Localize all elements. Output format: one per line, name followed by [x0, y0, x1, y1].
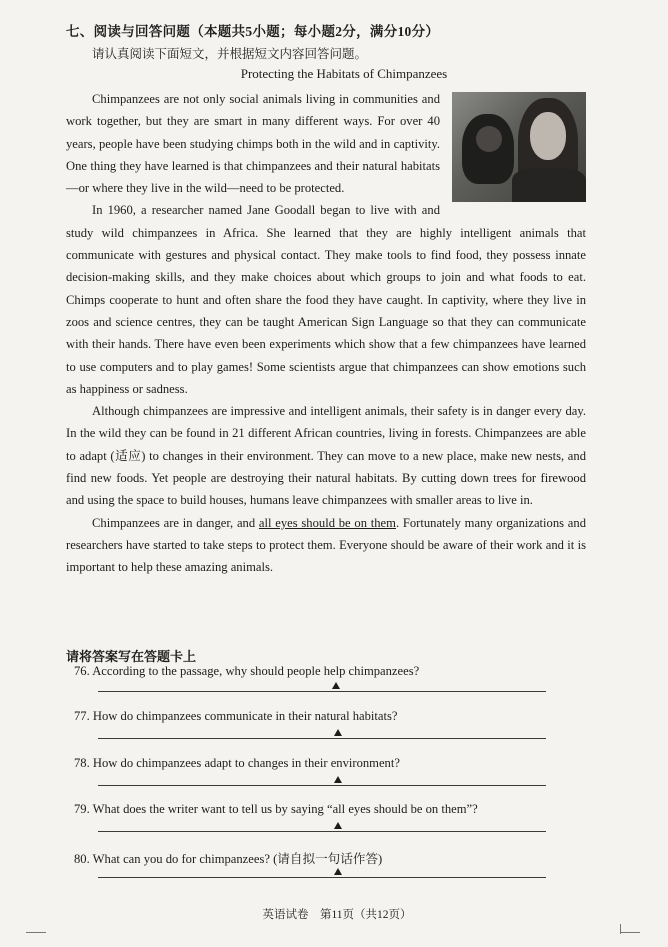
- answer-line-79: [98, 831, 546, 832]
- crop-mark-right-vertical: [620, 924, 621, 934]
- underlined-phrase: all eyes should be on them: [258, 515, 396, 530]
- paragraph-2: In 1960, a researcher named Jane Goodall began to live with and study wild chimpanzees in Africa. She learned that they are highly intelligent animals that communicate with gestures and physical contact. They make tools to find food, they possess innate decision-making skills, and they make choices about which groups to join and what foods to eat. Chimps cooperate to hunt and often share the food they have caught. In captivity, where they live in zoos and science centres, they can be taught American Sign Language so that they can communicate with their hands. There have even been experiments which show that a few chimpanzees have learned to use computers and to play games! Some scientists argue that chimpanzees can show emotions such as happiness or sadness.: [66, 203, 586, 396]
- section-heading: 七、阅读与回答问题（本题共5小题；每小题2分，满分10分）: [66, 24, 440, 39]
- section-instruction: 请认真阅读下面短文，并根据短文内容回答问题。: [92, 47, 368, 61]
- question-80: 80. What can you do for chimpanzees? (请自拟一句话作答): [74, 852, 383, 866]
- answer-line-80: [98, 877, 546, 878]
- paragraph-4-start: Chimpanzees are in danger, and: [92, 515, 259, 530]
- chimpanzee-photo: [452, 92, 586, 202]
- answer-mark-78: [334, 776, 342, 783]
- answer-mark-80: [334, 868, 342, 875]
- article-title: Protecting the Habitats of Chimpanzees: [240, 66, 448, 81]
- paragraph-1: Chimpanzees are not only social animals living in communities and work together, but they are smart in many different ways. For over 40 years, people have been studying chimps both in the wild and in captivity. One thing they have learned is that chimpanzees and their natural habitats—or where they live in the wild—need to be protected.: [66, 92, 440, 196]
- answer-mark-77: [334, 729, 342, 736]
- paragraph-4-end: . Fortunately many organizations and researchers have started to take steps to protect them. Everyone should be aware of their work and it is important to help these amazing animals.: [66, 515, 586, 575]
- crop-mark-left: [26, 932, 46, 933]
- question-77: 77. How do chimpanzees communicate in their natural habitats?: [74, 709, 398, 723]
- woman-face: [530, 112, 566, 160]
- answer-mark-76: [332, 682, 340, 689]
- chimpanzee-face: [476, 126, 502, 152]
- question-76: 76. According to the passage, why should people help chimpanzees?: [74, 664, 420, 678]
- article-body: [66, 88, 586, 579]
- crop-mark-right: [620, 932, 640, 933]
- answer-line-77: [98, 738, 546, 739]
- answer-mark-79: [334, 822, 342, 829]
- answer-line-78: [98, 785, 546, 786]
- paragraph-4: [66, 512, 586, 579]
- paragraph-3: Although chimpanzees are impressive and intelligent animals, their safety is in danger every day. In the wild they can be found in 21 different African countries, living in forests. Chimpanzees are able to adapt (适应) to changes in their environment. They can move to a new place, make new nests, and find new foods. Yet people are destroying their natural habitats. By cutting down trees for firewood and using the space to build houses, humans leave chimpanzees with smaller areas to live in.: [66, 404, 586, 508]
- answer-line-76: [98, 691, 546, 692]
- question-79: 79. What does the writer want to tell us by saying “all eyes should be on them”?: [74, 802, 478, 816]
- answer-sheet-note: 请将答案写在答题卡上: [66, 649, 197, 664]
- question-78: 78. How do chimpanzees adapt to changes in their environment?: [74, 756, 400, 770]
- woman-body: [512, 168, 586, 202]
- page-footer: 英语试卷 第11页（共12页）: [262, 909, 412, 921]
